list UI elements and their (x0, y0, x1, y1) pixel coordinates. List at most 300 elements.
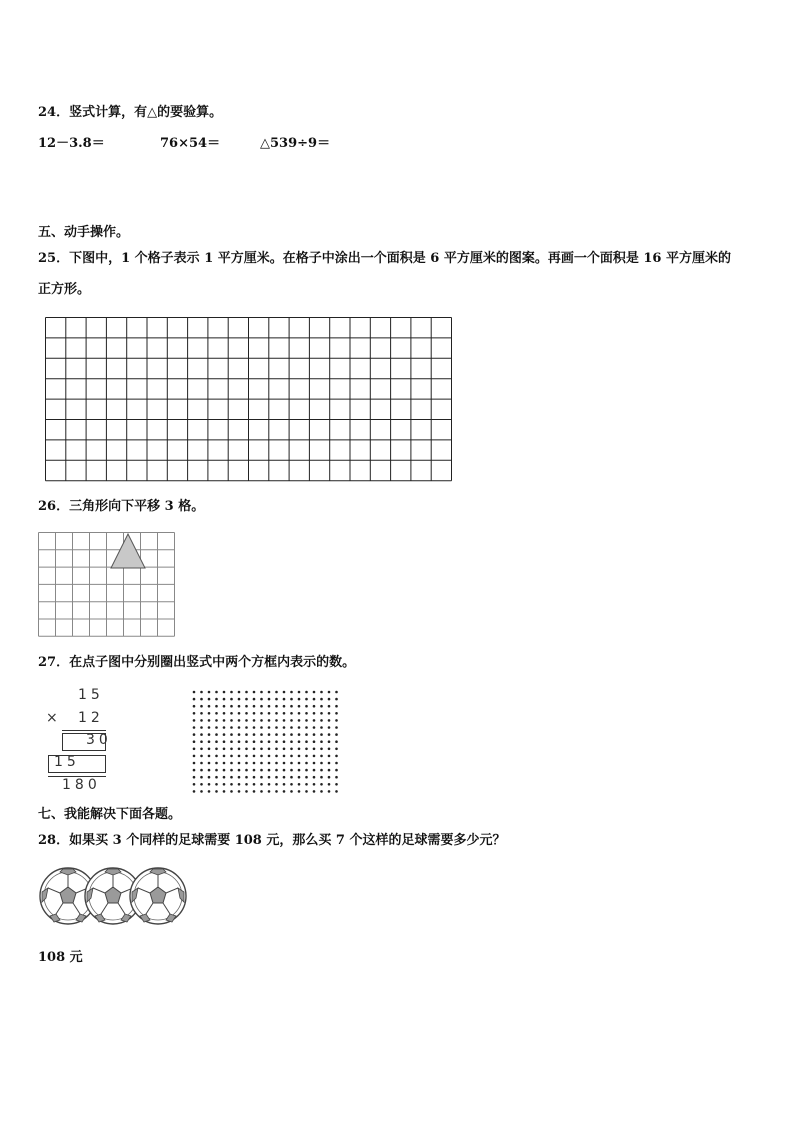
dot (238, 712, 241, 715)
dot (290, 691, 293, 694)
dot (283, 790, 286, 793)
dot (335, 719, 338, 722)
q25-text-line2: 正方形。 (38, 282, 91, 297)
dot (245, 776, 248, 779)
dot (193, 719, 196, 722)
dot (260, 698, 263, 701)
dot (215, 776, 218, 779)
dot (245, 712, 248, 715)
dot (313, 733, 316, 736)
dot (298, 719, 301, 722)
dot (268, 748, 271, 751)
dot (230, 755, 233, 758)
dot (245, 783, 248, 786)
dot (320, 790, 323, 793)
dot (275, 783, 278, 786)
dot (320, 762, 323, 765)
dot (245, 698, 248, 701)
dot (223, 705, 226, 708)
dot (320, 783, 323, 786)
dot (335, 790, 338, 793)
dot (260, 755, 263, 758)
q24-title: 24．竖式计算，有△的要验算。 (38, 105, 223, 120)
dot (328, 698, 331, 701)
dot (283, 748, 286, 751)
dot (313, 705, 316, 708)
dot (223, 691, 226, 694)
dot (305, 755, 308, 758)
dot (335, 733, 338, 736)
dot (208, 712, 211, 715)
dot (275, 790, 278, 793)
dot (268, 740, 271, 743)
dot (208, 748, 211, 751)
dot (320, 712, 323, 715)
dot (238, 740, 241, 743)
dot (268, 719, 271, 722)
dot (238, 705, 241, 708)
dot (290, 733, 293, 736)
dot (215, 755, 218, 758)
dot (238, 783, 241, 786)
dot (245, 748, 248, 751)
dot (253, 776, 256, 779)
dot (245, 740, 248, 743)
q26-title: 26．三角形向下平移 3 格。 (38, 499, 205, 514)
dot (193, 691, 196, 694)
dot (275, 719, 278, 722)
dot (275, 726, 278, 729)
q24-item-3: △539÷9＝ (260, 136, 331, 151)
dot (215, 726, 218, 729)
dot (245, 726, 248, 729)
dot (313, 698, 316, 701)
dot (208, 726, 211, 729)
dot (328, 755, 331, 758)
dot (335, 762, 338, 765)
dot (305, 762, 308, 765)
q27-title: 27．在点子图中分别圈出竖式中两个方框内表示的数。 (38, 655, 356, 670)
dot (260, 776, 263, 779)
dot (230, 719, 233, 722)
dot (313, 691, 316, 694)
dot (290, 783, 293, 786)
dot (223, 712, 226, 715)
dot (275, 691, 278, 694)
dot (253, 762, 256, 765)
dot (283, 769, 286, 772)
dot (275, 762, 278, 765)
multiply-sign: × (46, 710, 62, 726)
dot (328, 769, 331, 772)
dot (320, 733, 323, 736)
dot (275, 740, 278, 743)
dot (328, 712, 331, 715)
dot (283, 783, 286, 786)
dot (193, 783, 196, 786)
dot (238, 762, 241, 765)
dot (335, 755, 338, 758)
dot (260, 691, 263, 694)
dot (230, 726, 233, 729)
dot (215, 698, 218, 701)
dot (253, 719, 256, 722)
dot (200, 698, 203, 701)
dot (305, 726, 308, 729)
dot (320, 755, 323, 758)
dot (320, 705, 323, 708)
dot (275, 748, 278, 751)
soccer-balls-illustration (38, 866, 188, 928)
dot (230, 776, 233, 779)
dot (223, 698, 226, 701)
dot (245, 705, 248, 708)
dot (215, 740, 218, 743)
dot (290, 755, 293, 758)
dot (193, 698, 196, 701)
dot (193, 748, 196, 751)
dot (200, 705, 203, 708)
partial-product-2: 15 (54, 754, 80, 770)
dot (335, 705, 338, 708)
dot (200, 691, 203, 694)
dot (335, 691, 338, 694)
dot (313, 790, 316, 793)
dot (253, 740, 256, 743)
dot (230, 691, 233, 694)
dot (223, 719, 226, 722)
dot (200, 740, 203, 743)
dot (283, 705, 286, 708)
dot (223, 776, 226, 779)
dot (193, 790, 196, 793)
dot (230, 790, 233, 793)
dot (253, 769, 256, 772)
dot (193, 705, 196, 708)
dot (193, 776, 196, 779)
dot (305, 733, 308, 736)
dot (253, 733, 256, 736)
dot (268, 776, 271, 779)
dot (223, 740, 226, 743)
dot (275, 776, 278, 779)
dot (335, 769, 338, 772)
dot (313, 762, 316, 765)
dot (298, 726, 301, 729)
dot (298, 783, 301, 786)
dot (200, 755, 203, 758)
dot (193, 769, 196, 772)
dot (238, 755, 241, 758)
dot (238, 719, 241, 722)
dot (238, 726, 241, 729)
dot (335, 712, 338, 715)
dot (335, 783, 338, 786)
dot (335, 776, 338, 779)
dot (305, 705, 308, 708)
dot (275, 698, 278, 701)
dot (238, 691, 241, 694)
dot (335, 748, 338, 751)
dot (230, 712, 233, 715)
dot (230, 762, 233, 765)
dot (268, 698, 271, 701)
dot (193, 733, 196, 736)
dot (253, 705, 256, 708)
dot (245, 691, 248, 694)
dot (245, 755, 248, 758)
dot (320, 698, 323, 701)
dot (320, 748, 323, 751)
dot (268, 783, 271, 786)
dot (305, 790, 308, 793)
dot (208, 698, 211, 701)
dot (298, 733, 301, 736)
dot (245, 790, 248, 793)
dot (253, 755, 256, 758)
dot (313, 719, 316, 722)
dot (260, 783, 263, 786)
dot (283, 733, 286, 736)
dot (335, 740, 338, 743)
dot (200, 748, 203, 751)
dot (313, 726, 316, 729)
dot (253, 698, 256, 701)
dot (283, 726, 286, 729)
dot (260, 719, 263, 722)
dot (313, 740, 316, 743)
dot (200, 776, 203, 779)
dot (223, 726, 226, 729)
dot (238, 748, 241, 751)
dot (290, 762, 293, 765)
dot (208, 691, 211, 694)
triangle-shape (111, 534, 145, 568)
dot (230, 783, 233, 786)
dot (298, 776, 301, 779)
dot (238, 769, 241, 772)
dot (260, 790, 263, 793)
dot (223, 755, 226, 758)
dot (313, 776, 316, 779)
dot (328, 691, 331, 694)
dot (305, 719, 308, 722)
dot (223, 762, 226, 765)
dot (260, 733, 263, 736)
dot (290, 790, 293, 793)
dot (253, 748, 256, 751)
dot (305, 691, 308, 694)
dot (200, 783, 203, 786)
dot (290, 698, 293, 701)
dot (208, 776, 211, 779)
dot (298, 705, 301, 708)
dot (283, 762, 286, 765)
dot (223, 733, 226, 736)
dot (283, 776, 286, 779)
dot (200, 790, 203, 793)
dot (290, 748, 293, 751)
dot (208, 790, 211, 793)
dot (305, 740, 308, 743)
dot (328, 748, 331, 751)
dot (298, 691, 301, 694)
dot (260, 762, 263, 765)
dot (215, 719, 218, 722)
dot (215, 733, 218, 736)
dot (305, 748, 308, 751)
dot (223, 790, 226, 793)
q26-translation-grid[interactable] (38, 532, 178, 638)
rule-line-1 (62, 730, 106, 731)
dot (230, 740, 233, 743)
dot (305, 698, 308, 701)
dot (215, 712, 218, 715)
dot (215, 790, 218, 793)
dot (253, 712, 256, 715)
dot (193, 755, 196, 758)
dot (290, 726, 293, 729)
dot (208, 740, 211, 743)
dot (253, 783, 256, 786)
dot (223, 783, 226, 786)
dot (290, 769, 293, 772)
dot (328, 733, 331, 736)
dot (313, 748, 316, 751)
dot (260, 712, 263, 715)
dot (283, 740, 286, 743)
dot (193, 740, 196, 743)
dot (298, 712, 301, 715)
partial-product-1: 30 (86, 732, 112, 748)
dot (328, 762, 331, 765)
vertical-multiplication (40, 686, 120, 796)
dot (275, 733, 278, 736)
dot (200, 726, 203, 729)
dot (245, 719, 248, 722)
dot (328, 790, 331, 793)
dot (283, 691, 286, 694)
dot (275, 755, 278, 758)
multiplier: 12 (78, 710, 104, 726)
dot (283, 755, 286, 758)
dot (290, 740, 293, 743)
dot (313, 783, 316, 786)
dot-grid[interactable] (190, 688, 342, 796)
dot (275, 712, 278, 715)
dot (328, 776, 331, 779)
q25-text-line1: 25．下图中，1 个格子表示 1 平方厘米。在格子中涂出一个面积是 6 平方厘米的图案。再画一个面积是 16 平方厘米的 (38, 251, 731, 266)
multiplicand: 15 (78, 687, 104, 703)
q24-item-1: 12－3.8＝ (38, 136, 105, 151)
dot (268, 712, 271, 715)
dot (290, 776, 293, 779)
dot (200, 719, 203, 722)
dot (208, 705, 211, 708)
dot (193, 726, 196, 729)
dot (305, 783, 308, 786)
dot (305, 712, 308, 715)
dot (298, 790, 301, 793)
dot (268, 790, 271, 793)
dot (260, 748, 263, 751)
dot (320, 769, 323, 772)
dot (253, 691, 256, 694)
q28-title: 28．如果买 3 个同样的足球需要 108 元，那么买 7 个这样的足球需要多少元？ (38, 833, 506, 848)
dot (208, 762, 211, 765)
dot (320, 719, 323, 722)
dot (290, 719, 293, 722)
q25-square-grid[interactable] (44, 316, 454, 482)
dot (245, 733, 248, 736)
dot (335, 726, 338, 729)
dot (215, 691, 218, 694)
dot (208, 769, 211, 772)
dot (215, 748, 218, 751)
dot (253, 726, 256, 729)
dot (298, 740, 301, 743)
dot (208, 719, 211, 722)
dot (253, 790, 256, 793)
dot (268, 755, 271, 758)
dot (208, 783, 211, 786)
dot (290, 712, 293, 715)
dot (238, 790, 241, 793)
dot (298, 755, 301, 758)
dot (268, 762, 271, 765)
dot (260, 769, 263, 772)
dot (283, 712, 286, 715)
dot (305, 776, 308, 779)
dot (268, 769, 271, 772)
dot (328, 740, 331, 743)
dot (290, 705, 293, 708)
dot (320, 776, 323, 779)
dot (313, 712, 316, 715)
dot (245, 762, 248, 765)
dot (230, 733, 233, 736)
dot (215, 705, 218, 708)
dot (208, 755, 211, 758)
dot (328, 719, 331, 722)
dot (268, 691, 271, 694)
dot (230, 769, 233, 772)
section7-title: 七、我能解决下面各题。 (38, 807, 182, 822)
dot (275, 769, 278, 772)
dot (335, 698, 338, 701)
dot (215, 783, 218, 786)
dot (200, 733, 203, 736)
q24-item-2: 76×54＝ (160, 136, 221, 151)
dot (215, 769, 218, 772)
dot (298, 762, 301, 765)
product-result: 180 (62, 777, 101, 793)
dot (268, 733, 271, 736)
dot (200, 769, 203, 772)
dot (230, 748, 233, 751)
dot (283, 719, 286, 722)
dot (268, 726, 271, 729)
dot (298, 769, 301, 772)
dot (238, 698, 241, 701)
dot (230, 705, 233, 708)
dot (320, 691, 323, 694)
dot (238, 733, 241, 736)
dot (230, 698, 233, 701)
dot (215, 762, 218, 765)
dot (328, 705, 331, 708)
dot (193, 712, 196, 715)
